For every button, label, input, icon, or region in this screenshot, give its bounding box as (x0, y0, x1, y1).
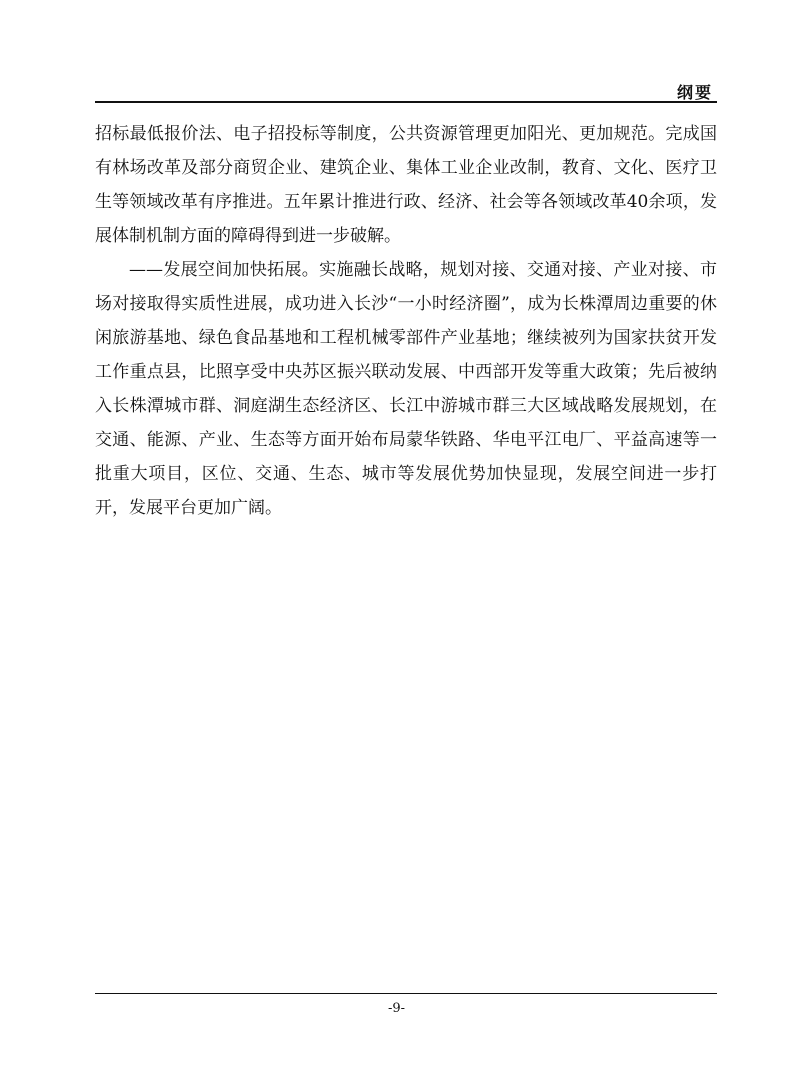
paragraph: ——发展空间加快拓展。实施融长战略，规划对接、交通对接、产业对接、市场对接取得实质性进展，成功进入长沙“一小时经济圈”，成为长株潭周边重要的休闲旅游基地、绿色食品基地和工程机械零部件产业基地；继续被列为国家扶贫开发工作重点县，比照享受中央苏区振兴联动发展、中西部开发等重大政策；先后被纳入长株潭城市群、洞庭湖生态经济区、长江中游城市群三大区域战略发展规划，在交通、能源、产业、生态等方面开始布局蒙华铁路、华电平江电厂、平益高速等一批重大项目，区位、交通、生态、城市等发展优势加快显现，发展空间进一步打开，发展平台更加广阔。 (95, 260, 717, 518)
page-number: -9- (387, 1001, 406, 1016)
header-title: 纲要 (676, 83, 713, 102)
document-body (95, 117, 717, 525)
footer-rule (95, 993, 717, 994)
header-rule (95, 101, 717, 103)
paragraph: 招标最低报价法、电子招投标等制度，公共资源管理更加阳光、更加规范。完成国有林场改革及部分商贸企业、建筑企业、集体工业企业改制，教育、文化、医疗卫生等领域改革有序推进。五年累计推进行政、经济、社会等各领域改革40余项，发展体制机制方面的障碍得到进一步破解。 (95, 124, 717, 246)
